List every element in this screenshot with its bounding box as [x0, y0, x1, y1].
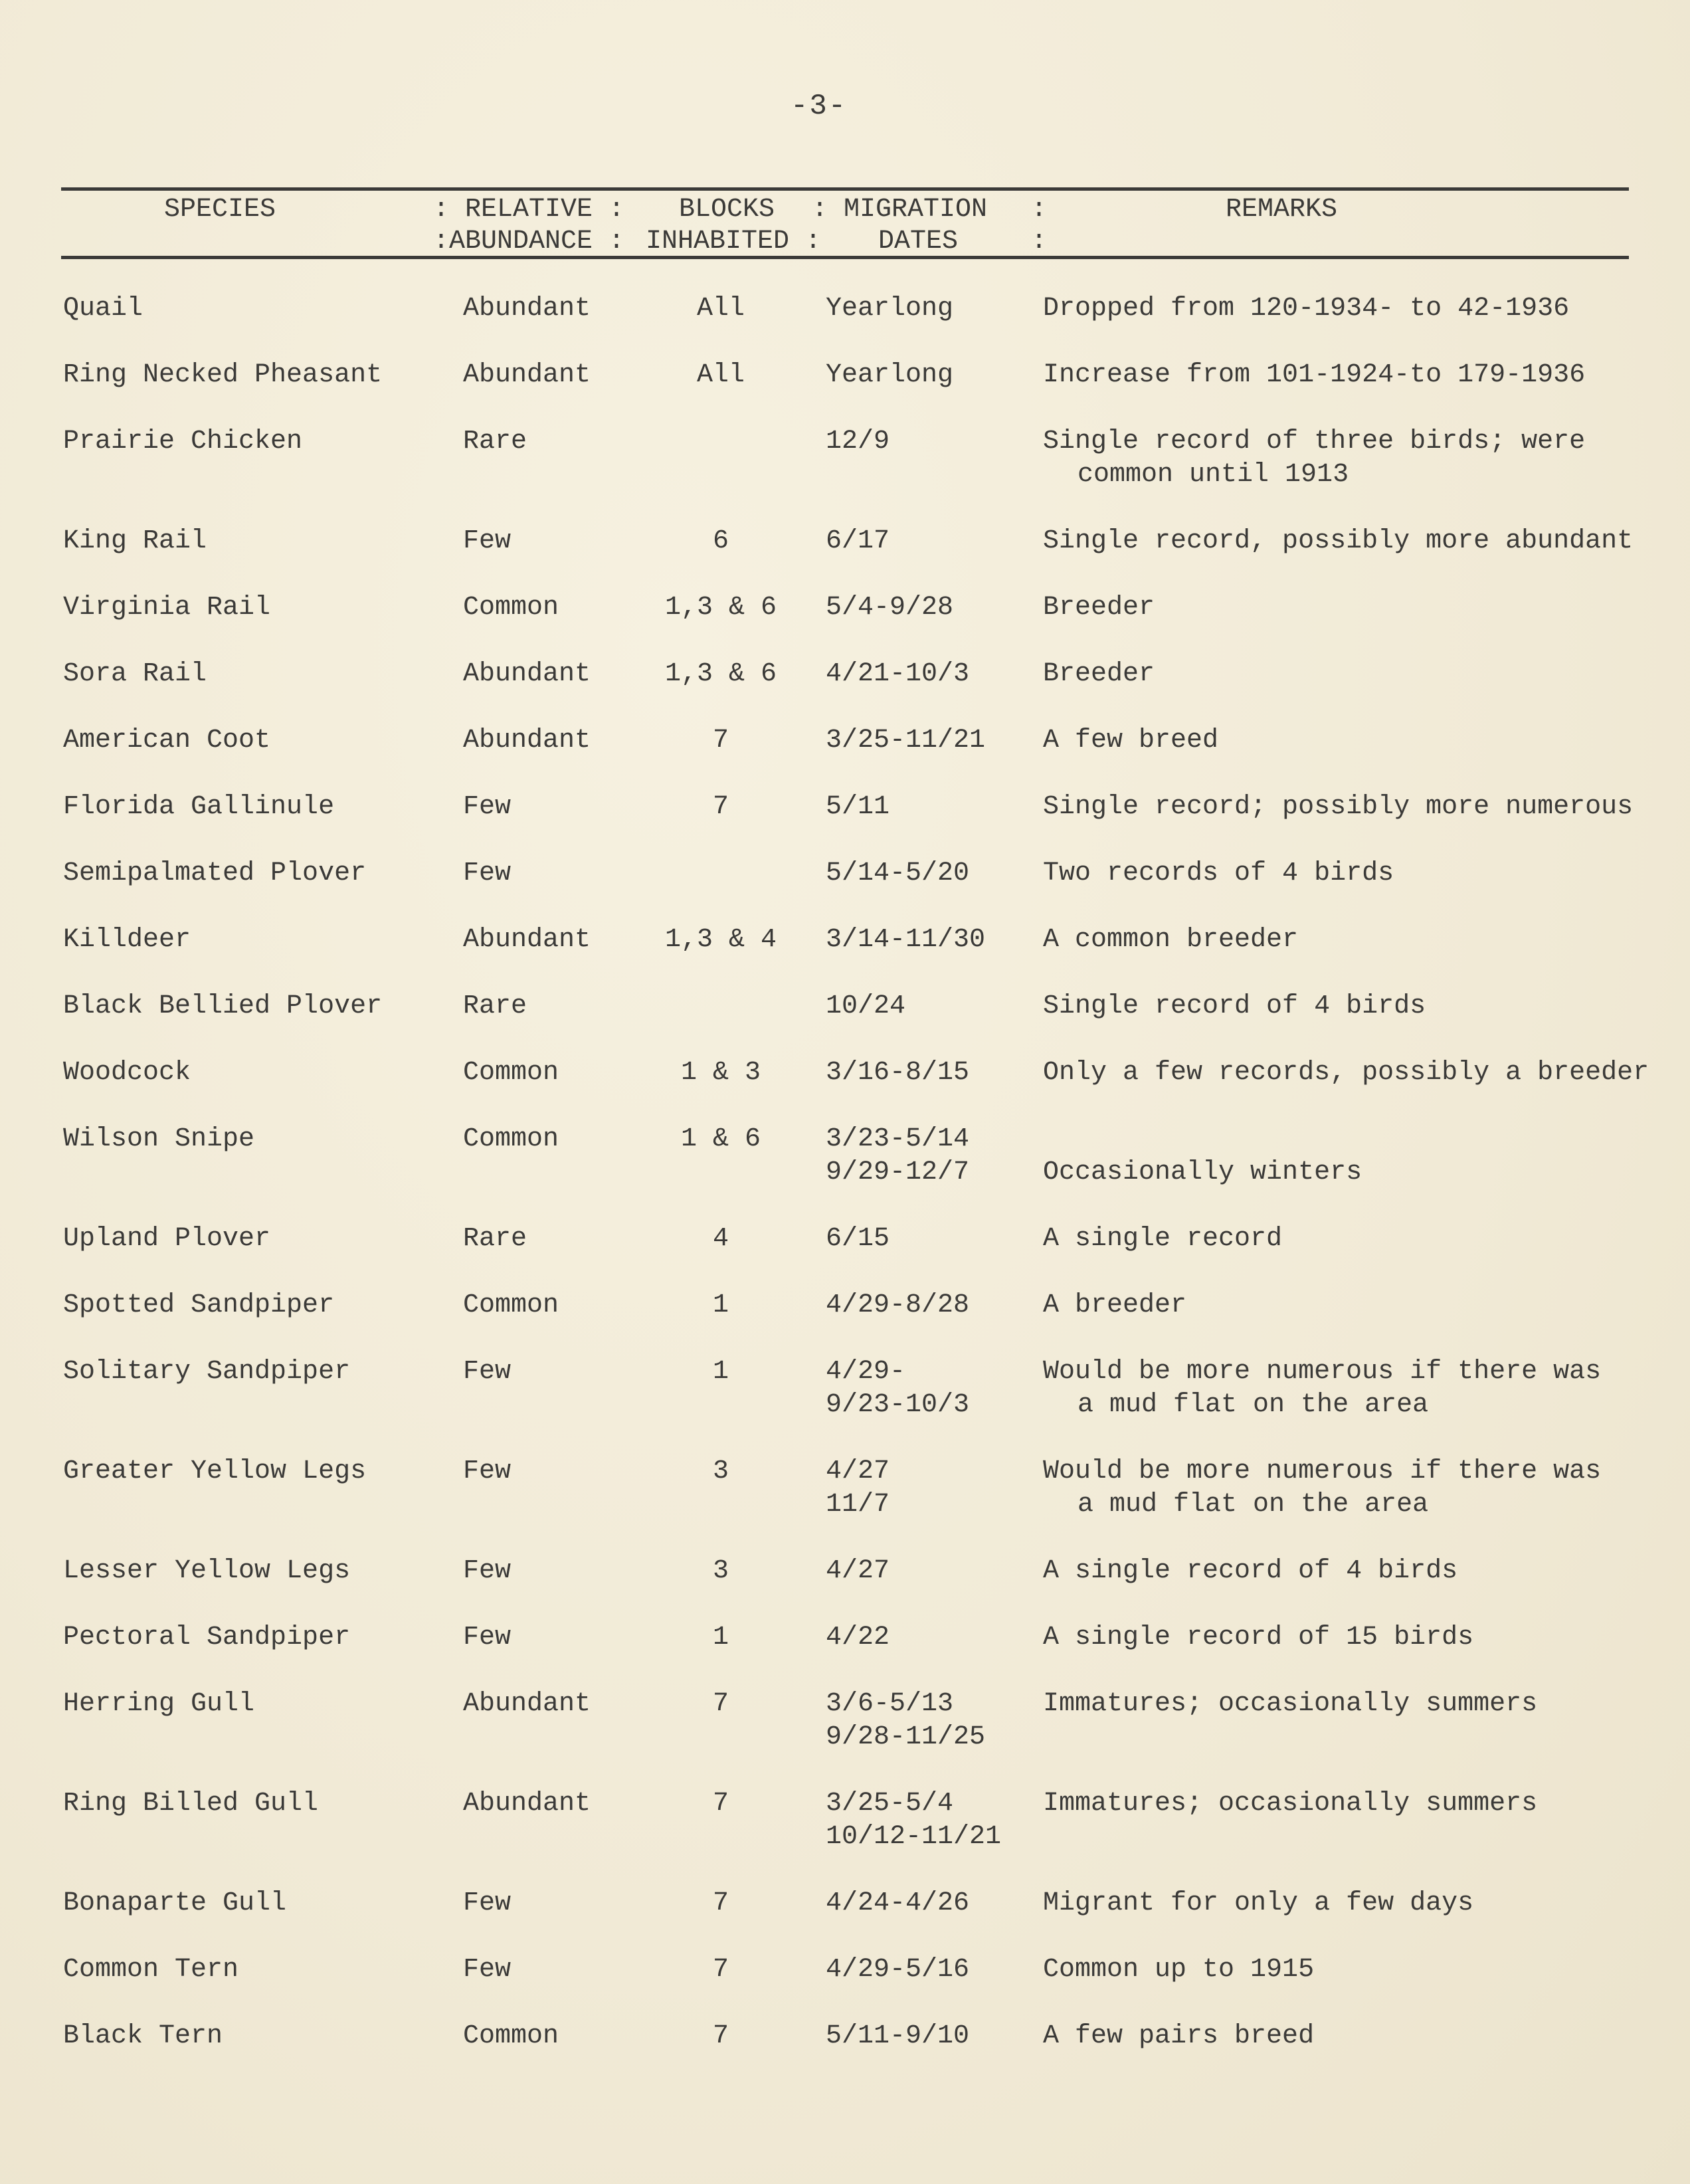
- abundance-cell: Abundant: [463, 726, 591, 755]
- species-cell: Wilson Snipe: [63, 1124, 255, 1154]
- species-cell: Prairie Chicken: [63, 427, 303, 456]
- abundance-cell: Common: [463, 1124, 559, 1154]
- abundance-cell: Rare: [463, 427, 527, 456]
- abundance-cell: Few: [463, 1357, 512, 1387]
- header-bottom-rule: [61, 256, 1629, 259]
- remarks-line: [1043, 1123, 1681, 1156]
- remarks-line: Single record of three birds; were: [1043, 427, 1586, 456]
- remarks-cell: [1043, 2020, 1681, 2053]
- remarks-line: Increase from 101-1924-to 179-1936: [1043, 360, 1586, 390]
- species-cell: Bonaparte Gull: [63, 1888, 287, 1918]
- remarks-cell: [1043, 359, 1681, 392]
- species-cell: Virginia Rail: [63, 593, 271, 623]
- dates-cell: 4/24-4/26: [826, 1888, 970, 1918]
- abundance-cell: Few: [463, 858, 512, 888]
- remarks-line: Immatures; occasionally summers: [1043, 1689, 1538, 1719]
- abundance-cell: Few: [463, 1556, 512, 1586]
- blocks-cell: 7: [712, 1789, 729, 1819]
- species-cell: Woodcock: [63, 1058, 191, 1088]
- dates-cell: 4/27 11/7: [826, 1456, 890, 1520]
- remarks-line: A few breed: [1043, 726, 1219, 755]
- remarks-line: A common breeder: [1043, 925, 1299, 955]
- remarks-line: A breeder: [1043, 1290, 1187, 1320]
- remarks-line: a mud flat on the area: [1078, 1390, 1429, 1420]
- abundance-cell: Rare: [463, 991, 527, 1021]
- abundance-cell: Few: [463, 526, 512, 556]
- abundance-cell: Abundant: [463, 925, 591, 955]
- remarks-line: Dropped from 120-1934- to 42-1936: [1043, 294, 1570, 324]
- blocks-cell: 1 & 3: [680, 1058, 761, 1088]
- header-abundance-line2: :ABUNDANCE :: [433, 227, 625, 256]
- species-cell: Florida Gallinule: [63, 792, 335, 822]
- header-abundance-line1: : RELATIVE :: [433, 195, 625, 225]
- abundance-cell: Abundant: [463, 294, 591, 324]
- remarks-cell: [1043, 1355, 1681, 1422]
- remarks-cell: [1043, 591, 1681, 625]
- remarks-line: Breeder: [1043, 593, 1155, 623]
- remarks-cell: [1043, 658, 1681, 691]
- abundance-cell: Common: [463, 1290, 559, 1320]
- dates-cell: 4/22: [826, 1623, 890, 1652]
- species-cell: Spotted Sandpiper: [63, 1290, 335, 1320]
- species-cell: Upland Plover: [63, 1224, 271, 1254]
- blocks-cell: 1,3 & 6: [664, 659, 777, 689]
- species-cell: Killdeer: [63, 925, 191, 955]
- blocks-cell: 3: [712, 1556, 729, 1586]
- remarks-cell: [1043, 1223, 1681, 1256]
- dates-cell: Yearlong: [826, 360, 954, 390]
- remarks-line: common until 1913: [1078, 460, 1349, 490]
- blocks-cell: 7: [712, 2021, 729, 2051]
- dates-cell: 3/16-8/15: [826, 1058, 970, 1088]
- species-cell: Ring Necked Pheasant: [63, 360, 383, 390]
- blocks-cell: 1,3 & 4: [664, 925, 777, 955]
- blocks-cell: 7: [712, 1955, 729, 1985]
- species-cell: King Rail: [63, 526, 207, 556]
- remarks-cell: [1043, 1123, 1681, 1189]
- dates-cell: 5/4-9/28: [826, 593, 954, 623]
- dates-cell: 6/17: [826, 526, 890, 556]
- remarks-line: a mud flat on the area: [1078, 1490, 1429, 1520]
- remarks-cell: [1043, 1555, 1681, 1588]
- abundance-cell: Abundant: [463, 360, 591, 390]
- abundance-cell: Abundant: [463, 1789, 591, 1819]
- dates-cell: 4/29-5/16: [826, 1955, 970, 1985]
- abundance-cell: Abundant: [463, 659, 591, 689]
- abundance-cell: Abundant: [463, 1689, 591, 1719]
- remarks-cell: [1043, 1887, 1681, 1920]
- remarks-cell: [1043, 857, 1681, 890]
- species-cell: Ring Billed Gull: [63, 1789, 319, 1819]
- remarks-line: Breeder: [1043, 659, 1155, 689]
- header-remarks-sep1: :: [1031, 195, 1048, 225]
- dates-cell: 3/14-11/30: [826, 925, 986, 955]
- abundance-cell: Few: [463, 1623, 512, 1652]
- remarks-cell: [1043, 1787, 1681, 1821]
- header-blocks-line1: BLOCKS: [679, 195, 775, 225]
- abundance-cell: Few: [463, 1888, 512, 1918]
- species-cell: Greater Yellow Legs: [63, 1456, 367, 1486]
- abundance-cell: Common: [463, 593, 559, 623]
- species-cell: Semipalmated Plover: [63, 858, 367, 888]
- species-cell: Common Tern: [63, 1955, 239, 1985]
- header-blocks-line2: INHABITED :: [646, 227, 822, 256]
- abundance-cell: Common: [463, 1058, 559, 1088]
- header-species: SPECIES: [164, 195, 276, 225]
- remarks-line: A single record: [1043, 1224, 1283, 1254]
- blocks-cell: 1: [712, 1290, 729, 1320]
- blocks-cell: 1,3 & 6: [664, 593, 777, 623]
- species-cell: Sora Rail: [63, 659, 207, 689]
- page-number: -3-: [791, 90, 848, 123]
- remarks-line: Migrant for only a few days: [1043, 1888, 1474, 1918]
- species-cell: Solitary Sandpiper: [63, 1357, 351, 1387]
- remarks-line: A few pairs breed: [1043, 2021, 1315, 2051]
- blocks-cell: 7: [712, 1689, 729, 1719]
- dates-cell: 5/11-9/10: [826, 2021, 970, 2051]
- remarks-line: Would be more numerous if there was: [1043, 1357, 1602, 1387]
- blocks-cell: All: [696, 294, 745, 324]
- abundance-cell: Few: [463, 792, 512, 822]
- remarks-cell: [1043, 990, 1681, 1023]
- blocks-cell: 4: [712, 1224, 729, 1254]
- abundance-cell: Few: [463, 1456, 512, 1486]
- remarks-cell: [1043, 425, 1681, 492]
- species-cell: Pectoral Sandpiper: [63, 1623, 351, 1652]
- dates-cell: Yearlong: [826, 294, 954, 324]
- dates-cell: 4/21-10/3: [826, 659, 970, 689]
- remarks-line: Single record; possibly more numerous: [1043, 792, 1634, 822]
- remarks-cell: [1043, 924, 1681, 957]
- remarks-cell: [1043, 1056, 1681, 1090]
- remarks-cell: [1043, 1688, 1681, 1721]
- remarks-cell: [1043, 1455, 1681, 1522]
- dates-cell: 4/27: [826, 1556, 890, 1586]
- blocks-cell: 7: [712, 726, 729, 755]
- remarks-line: Two records of 4 birds: [1043, 858, 1394, 888]
- remarks-cell: [1043, 1621, 1681, 1654]
- blocks-cell: All: [696, 360, 745, 390]
- species-cell: Black Tern: [63, 2021, 223, 2051]
- species-cell: American Coot: [63, 726, 271, 755]
- remarks-line: Occasionally winters: [1043, 1157, 1362, 1187]
- abundance-cell: Common: [463, 2021, 559, 2051]
- remarks-cell: [1043, 724, 1681, 757]
- dates-cell: 3/25-5/4 10/12-11/21: [826, 1789, 1002, 1852]
- dates-cell: 5/14-5/20: [826, 858, 970, 888]
- blocks-cell: 7: [712, 1888, 729, 1918]
- remarks-cell: [1043, 525, 1681, 558]
- header-top-rule: [61, 187, 1629, 191]
- dates-cell: 3/23-5/14 9/29-12/7: [826, 1124, 970, 1187]
- dates-cell: 10/24: [826, 991, 906, 1021]
- blocks-cell: 1: [712, 1623, 729, 1652]
- dates-cell: 6/15: [826, 1224, 890, 1254]
- abundance-cell: Few: [463, 1955, 512, 1985]
- remarks-line: A single record of 15 birds: [1043, 1623, 1474, 1652]
- abundance-cell: Rare: [463, 1224, 527, 1254]
- remarks-cell: [1043, 1953, 1681, 1987]
- remarks-cell: [1043, 1289, 1681, 1322]
- remarks-line: Single record of 4 birds: [1043, 991, 1426, 1021]
- blocks-cell: 7: [712, 792, 729, 822]
- remarks-cell: [1043, 292, 1681, 326]
- blocks-cell: 3: [712, 1456, 729, 1486]
- dates-cell: 12/9: [826, 427, 890, 456]
- species-cell: Herring Gull: [63, 1689, 255, 1719]
- species-cell: Quail: [63, 294, 143, 324]
- header-remarks: REMARKS: [1226, 195, 1338, 225]
- remarks-line: Common up to 1915: [1043, 1955, 1315, 1985]
- dates-cell: 5/11: [826, 792, 890, 822]
- blocks-cell: 1: [712, 1357, 729, 1387]
- blocks-cell: 6: [712, 526, 729, 556]
- dates-cell: 3/6-5/13 9/28-11/25: [826, 1689, 986, 1752]
- header-dates-line1: : MIGRATION: [812, 195, 988, 225]
- header-dates-line2: DATES: [878, 227, 959, 256]
- remarks-line: A single record of 4 birds: [1043, 1556, 1458, 1586]
- remarks-line: Only a few records, possibly a breeder: [1043, 1058, 1649, 1088]
- remarks-line: Would be more numerous if there was: [1043, 1456, 1602, 1486]
- species-cell: Black Bellied Plover: [63, 991, 383, 1021]
- remarks-line: Single record, possibly more abundant: [1043, 526, 1634, 556]
- remarks-cell: [1043, 791, 1681, 824]
- remarks-line: Immatures; occasionally summers: [1043, 1789, 1538, 1819]
- dates-cell: 3/25-11/21: [826, 726, 986, 755]
- dates-cell: 4/29-8/28: [826, 1290, 970, 1320]
- dates-cell: 4/29- 9/23-10/3: [826, 1357, 970, 1420]
- blocks-cell: 1 & 6: [680, 1124, 761, 1154]
- header-remarks-sep2: :: [1031, 227, 1048, 256]
- species-cell: Lesser Yellow Legs: [63, 1556, 351, 1586]
